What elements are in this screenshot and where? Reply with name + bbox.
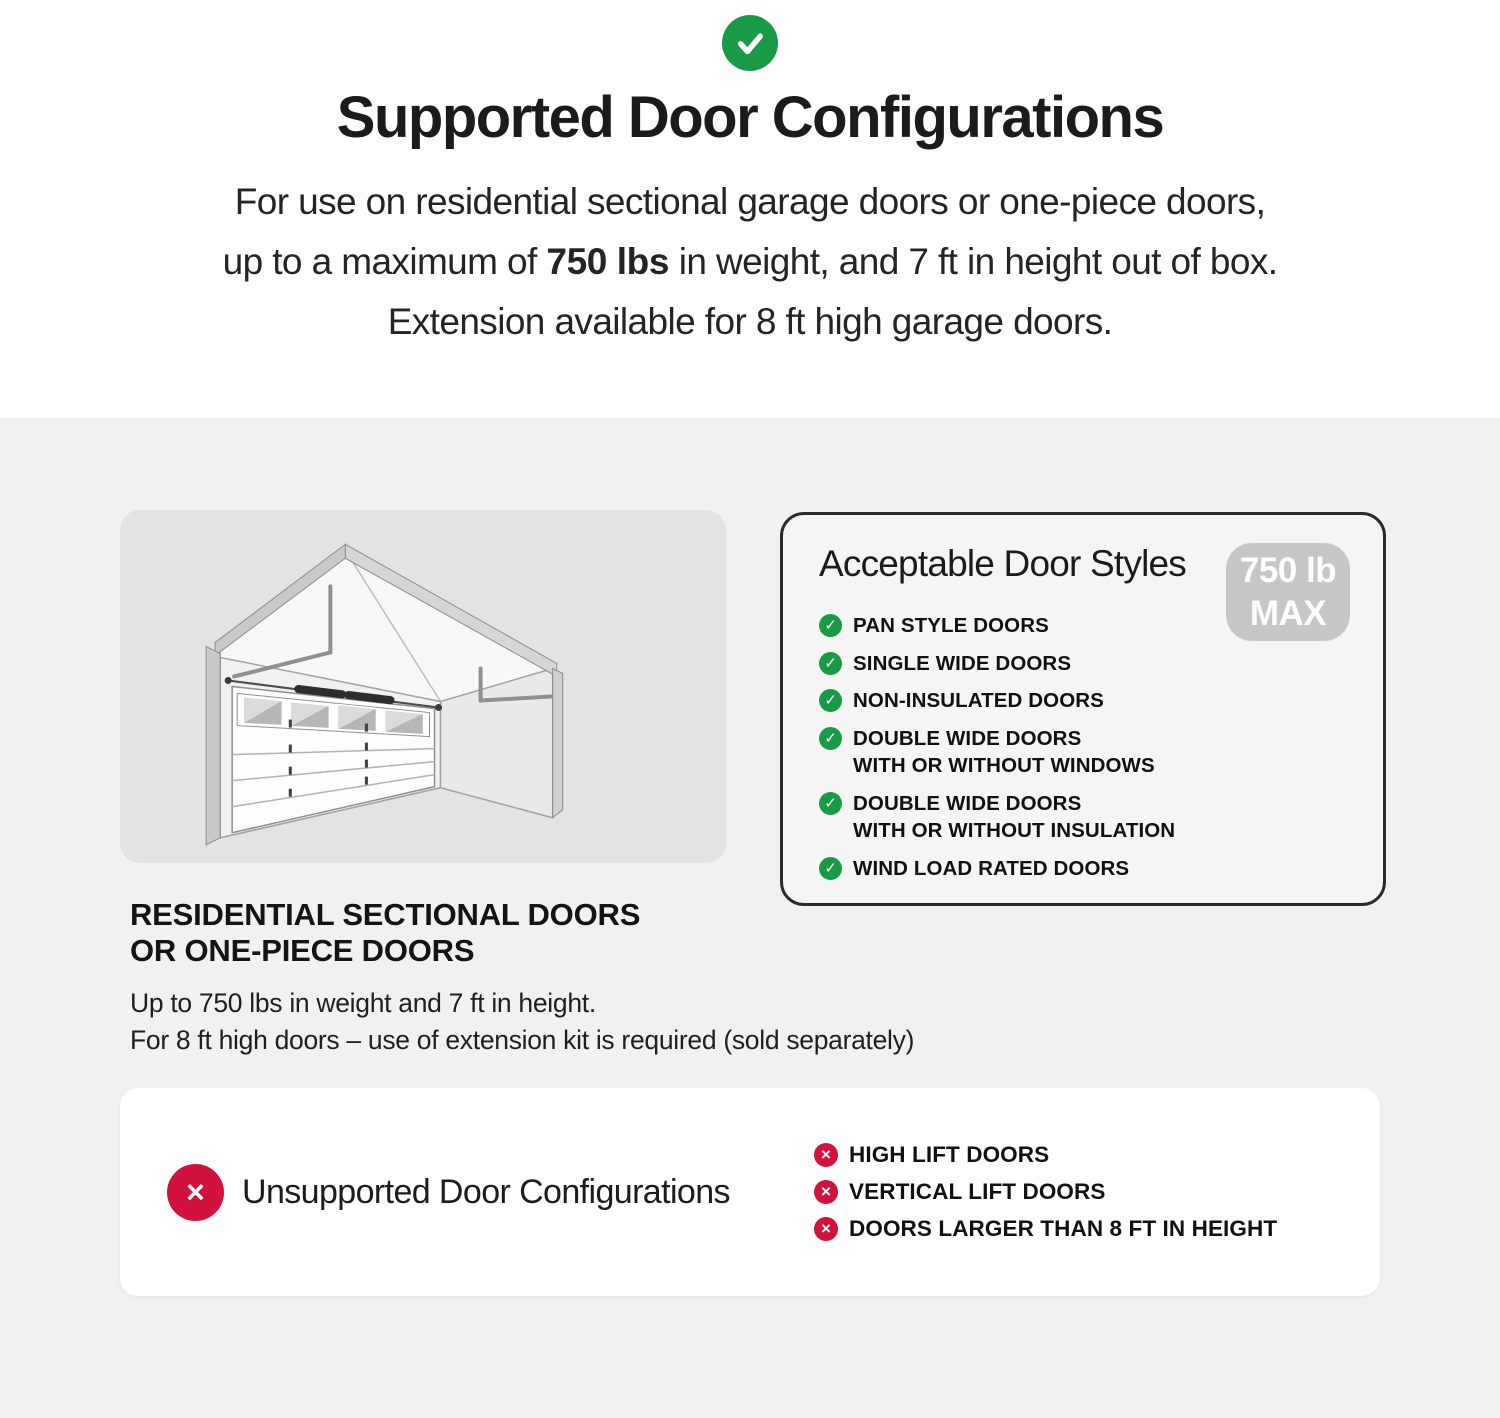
check-circle-icon [722,15,778,71]
item-label: DOORS LARGER THAN 8 FT IN HEIGHT [849,1216,1278,1241]
door-style-item [819,612,1364,640]
intro-line-1: For use on residential sectional garage doors or one-piece doors, [234,181,1266,222]
door-style-item [819,725,1364,780]
intro-paragraph [0,172,1500,352]
item-sublabel: WITH OR WITHOUT INSULATION [853,819,1176,842]
cross-circle-icon: × [814,1143,838,1167]
check-icon [733,26,767,60]
door-style-item [819,687,1364,715]
door-style-item [819,650,1364,678]
residential-caption [130,897,914,1058]
page-title: Supported Door Configurations [336,85,1164,150]
caption-body-line-2: For 8 ft high doors – use of extension kit is required (sold separately) [130,1024,915,1055]
panel-title: Acceptable Door Styles [819,543,1186,584]
unsupported-item [814,1179,1277,1205]
garage-illustration-card [120,510,726,863]
cross-circle-icon: × [814,1217,838,1241]
caption-body-line-1: Up to 750 lbs in weight and 7 ft in height. [130,988,596,1018]
acceptable-door-styles-panel [780,512,1386,906]
item-label: DOUBLE WIDE DOORS [853,726,1082,750]
check-circle-icon: ✓ [819,652,842,675]
check-circle-icon: ✓ [819,614,842,637]
check-circle-icon: ✓ [819,689,842,712]
item-label: PAN STYLE DOORS [853,614,1049,637]
garage-interior-illustration [120,510,726,863]
item-label: WIND LOAD RATED DOORS [853,856,1130,880]
intro-line-3: Extension available for 8 ft high garage doors. [387,301,1113,342]
intro-bold-weight: 750 lbs [546,241,670,282]
check-circle-icon: ✓ [819,727,842,750]
badge-max: MAX [1249,594,1327,633]
badge-weight: 750 lb [1239,551,1337,590]
check-circle-icon: ✓ [819,792,842,815]
caption-heading: RESIDENTIAL SECTIONAL DOORS OR ONE-PIECE DOORS [130,897,641,968]
unsupported-card [120,1088,1380,1296]
door-style-item [819,855,1364,883]
unsupported-item [814,1216,1277,1242]
item-label: SINGLE WIDE DOORS [853,651,1072,675]
door-style-item [819,790,1364,845]
cross-circle-icon: × [814,1180,838,1204]
unsupported-header [167,1088,730,1296]
item-label: VERTICAL LIFT DOORS [849,1179,1106,1204]
unsupported-list [814,1131,1277,1253]
intro-line-2: up to a maximum of 750 lbs in weight, and 7 ft in height out of box. [222,241,1278,282]
unsupported-title: Unsupported Door Configurations [242,1172,730,1211]
item-label: DOUBLE WIDE DOORS [853,791,1082,815]
unsupported-item [814,1142,1277,1168]
check-circle-icon: ✓ [819,857,842,880]
item-label: NON-INSULATED DOORS [853,689,1104,712]
item-label: HIGH LIFT DOORS [849,1142,1050,1167]
door-styles-list [819,612,1364,892]
caption-body [130,985,914,1058]
item-sublabel: WITH OR WITHOUT WINDOWS [853,754,1155,777]
cross-circle-icon: × [167,1164,224,1221]
